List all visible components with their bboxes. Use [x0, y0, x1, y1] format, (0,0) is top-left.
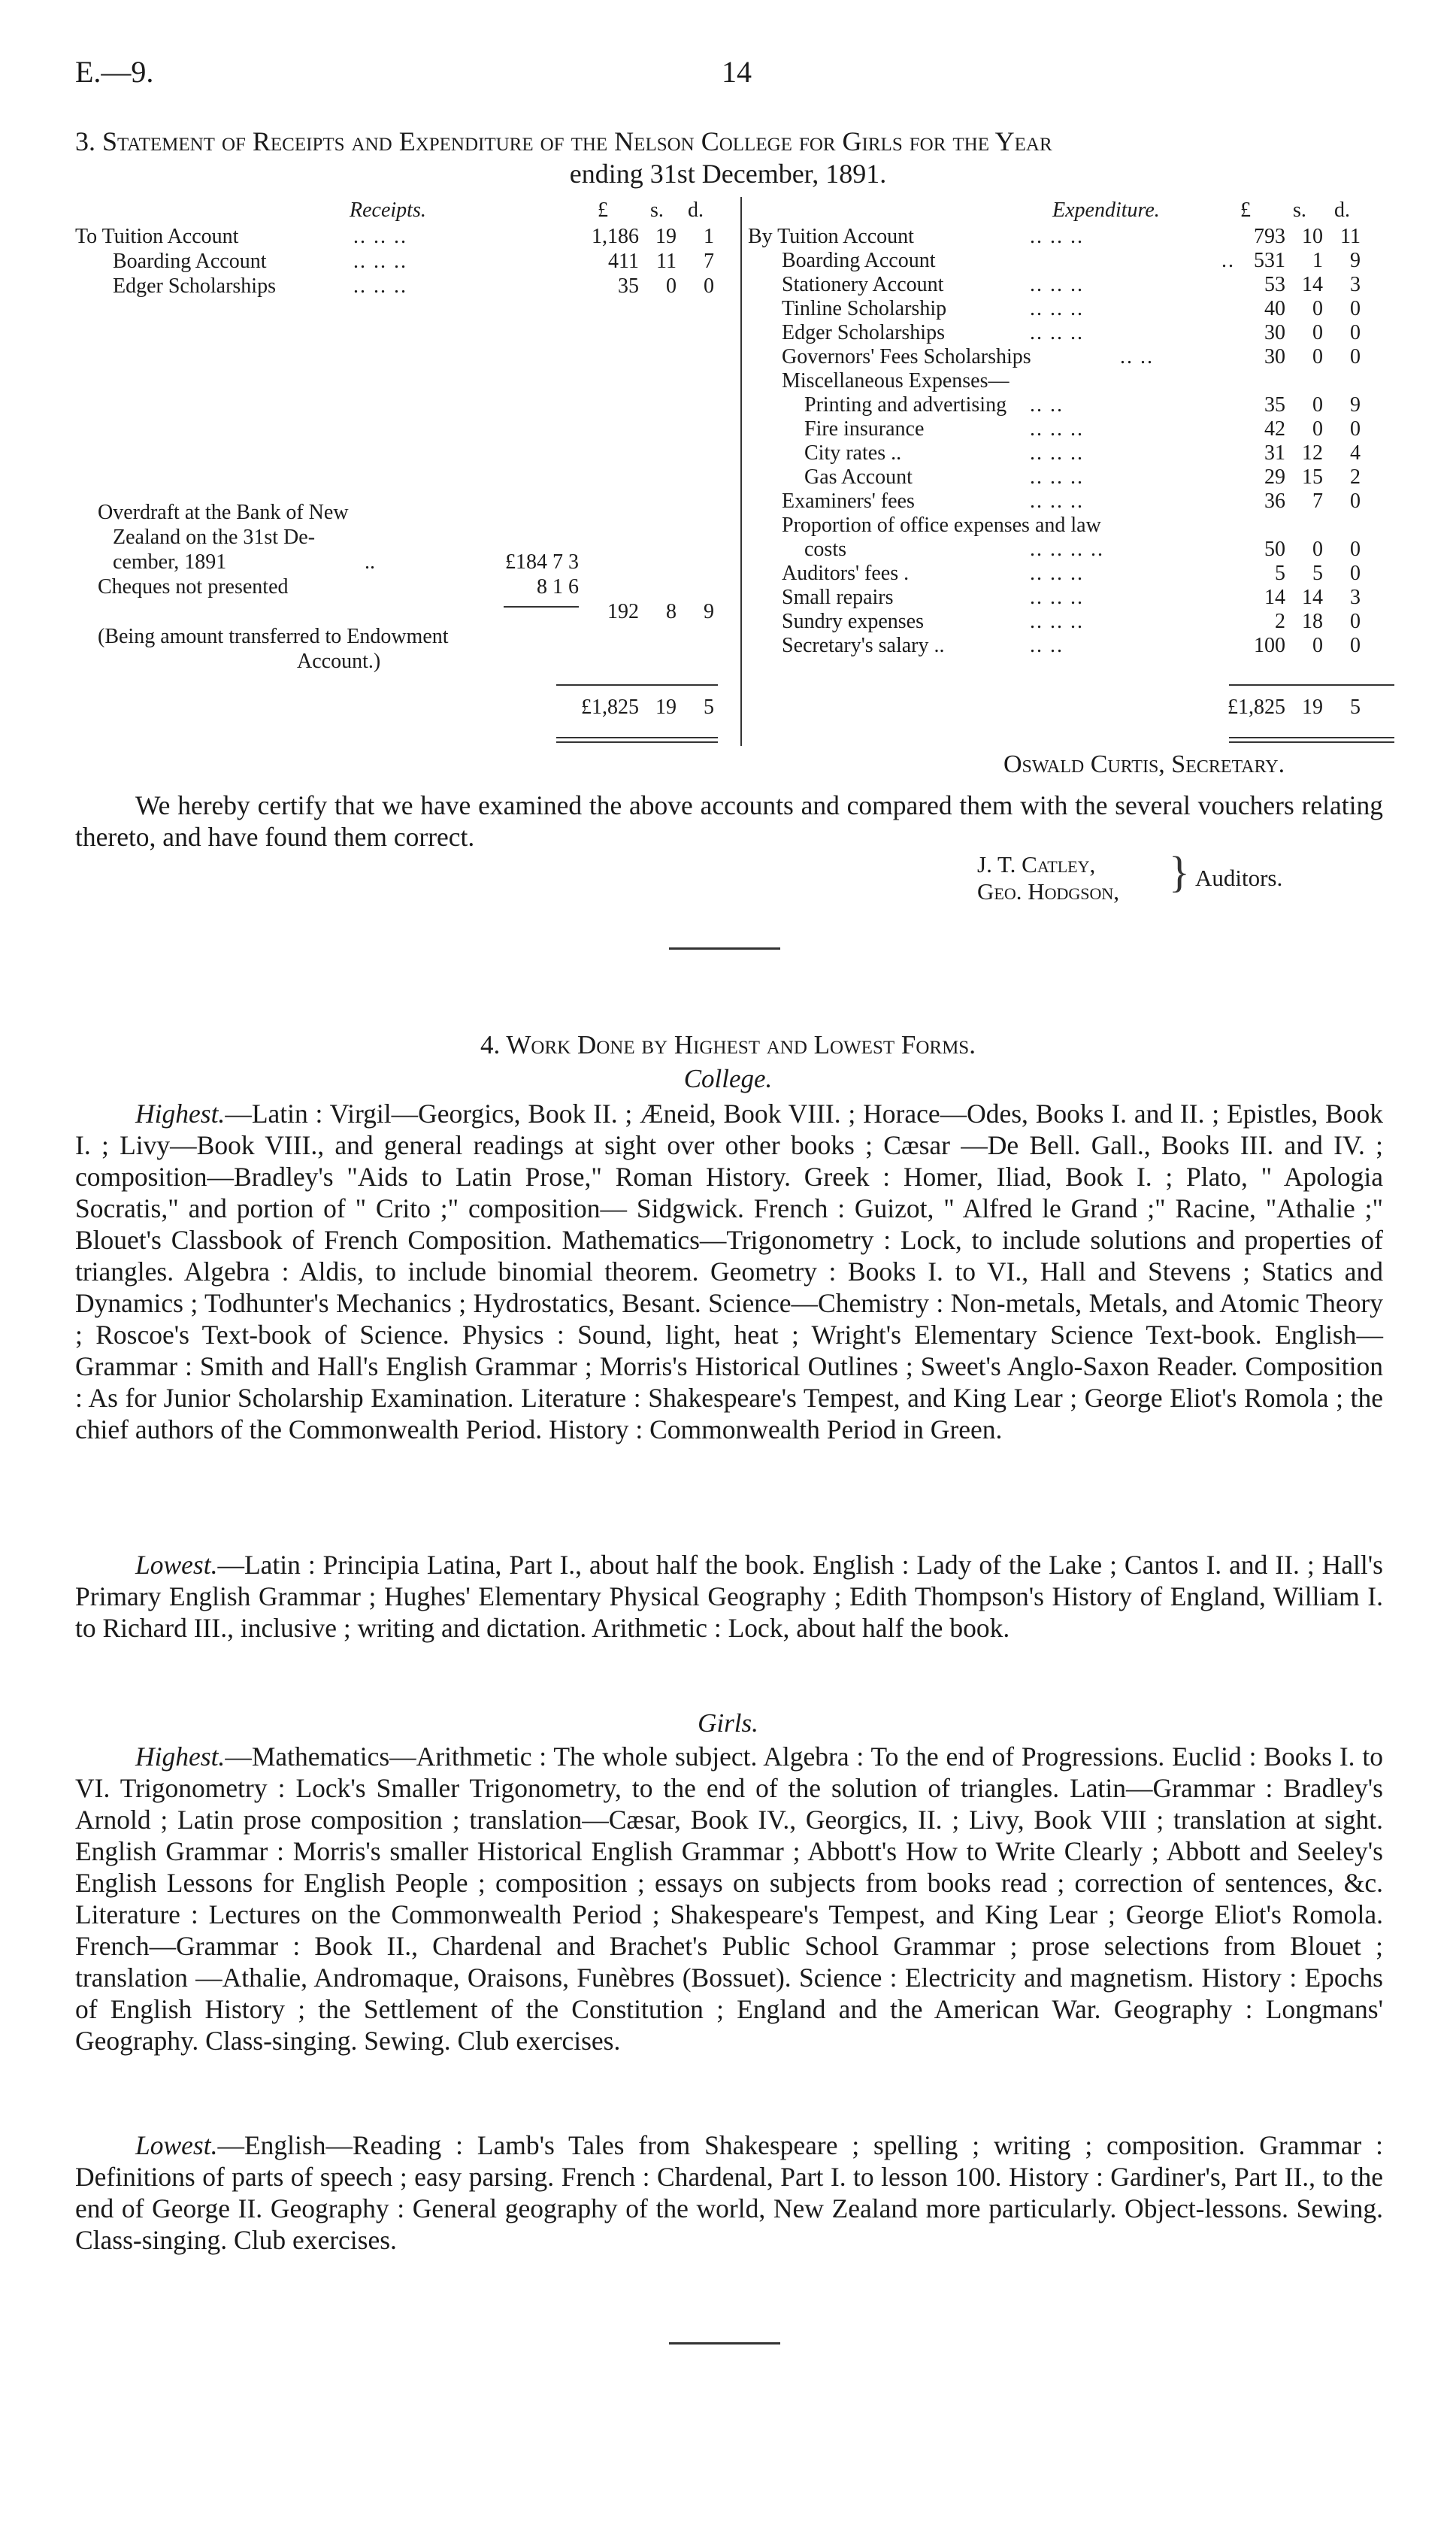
auditors-brace: } — [1169, 847, 1190, 896]
auditors-label: Auditors. — [1195, 865, 1283, 891]
expenditure-label: Proportion of office expenses and law — [782, 514, 1101, 537]
overdraft-line-1: Overdraft at the Bank of New — [98, 501, 349, 524]
expenditure-label: Auditors' fees . — [782, 562, 910, 585]
overdraft-line-2: Zealand on the 31st De- — [113, 526, 316, 549]
expenditure-shillings: 0 — [1312, 321, 1323, 344]
page-number: 14 — [722, 55, 752, 89]
overdraft-amount: £184 7 3 — [505, 550, 579, 574]
expenditure-double-rule — [1229, 737, 1394, 743]
expenditure-leader-dots: .. .. .. — [1030, 465, 1084, 489]
subtotal-rule — [504, 606, 579, 608]
expenditure-label: Printing and advertising — [804, 393, 1007, 417]
receipt-shillings: 11 — [656, 250, 677, 273]
expenditure-pence: 3 — [1350, 273, 1361, 296]
college-highest-label: Highest. — [135, 1099, 226, 1129]
expenditure-leader-dots: .. .. .. — [1030, 297, 1084, 320]
expenditure-total-rule — [1229, 684, 1394, 686]
expenditure-pence: 0 — [1350, 610, 1361, 633]
expenditure-label: Secretary's salary .. — [782, 634, 945, 657]
expenditure-pounds: 5 — [1275, 562, 1285, 585]
statement-title: 3. Statement of Receipts and Expenditure of the Nelson College for Girls for the Year — [75, 126, 1052, 156]
receipt-pounds: 1,186 — [592, 225, 639, 248]
receipt-pounds: 411 — [608, 250, 639, 273]
expenditure-label: Gas Account — [804, 465, 913, 489]
expenditure-pence: 0 — [1350, 321, 1361, 344]
receipt-pence: 0 — [704, 274, 714, 298]
expenditure-leader-dots: .. .. .. — [1030, 225, 1084, 248]
receipts-total-pence: 5 — [704, 696, 714, 719]
receipt-label: Edger Scholarships — [113, 274, 276, 298]
expenditure-shillings-header: s. — [1293, 199, 1306, 222]
expenditure-label: Examiners' fees — [782, 490, 915, 513]
section-divider-2 — [669, 2342, 780, 2344]
expenditure-leader-dots: .. .. .. — [1030, 586, 1084, 609]
girls-lowest-text: —English—Reading : Lamb's Tales from Shakespeare ; spelling ; writing ; composition. Grammar : Definitions of parts of speech ; easy parsing. French : Chardenal, Part I. to lesson 100. History : Gardiner's, Part II., to the end of George II. Geography : General geography of the world, New Zealand more particularly. Object-lessons. Sewing. Class-singing. Club exercises. — [75, 2130, 1383, 2255]
expenditure-label: By Tuition Account — [748, 225, 914, 248]
expenditure-pence: 11 — [1340, 225, 1361, 248]
receipts-total-rule — [556, 684, 718, 686]
expenditure-pounds: 40 — [1264, 297, 1285, 320]
college-heading: College. — [683, 1064, 773, 1093]
expenditure-shillings: 5 — [1312, 562, 1323, 585]
receipt-pence: 7 — [704, 250, 714, 273]
expenditure-shillings: 0 — [1312, 538, 1323, 561]
receipts-total-pounds: £1,825 — [581, 696, 639, 719]
college-lowest-text: —Latin : Principia Latina, Part I., about half the book. English : Lady of the Lake ; Cantos I. and II. ; Hall's Primary English Grammar ; Hughes' Elementary Physical Geography ; Edith Thompson's History of England, William I. to Richard III., inclusive ; writing and dictation. Arithmetic : Lock, about half the book. — [75, 1550, 1383, 1643]
expenditure-shillings: 14 — [1302, 273, 1323, 296]
expenditure-shillings: 0 — [1312, 634, 1323, 657]
expenditure-pounds: 53 — [1264, 273, 1285, 296]
section-divider-1 — [669, 947, 780, 950]
expenditure-pounds: 35 — [1264, 393, 1285, 417]
expenditure-leader-dots: .. .. .. — [1030, 321, 1084, 344]
column-divider — [740, 197, 742, 746]
expenditure-label: Tinline Scholarship — [782, 297, 947, 320]
expenditure-heading: Expenditure. — [1052, 199, 1160, 222]
expenditure-label: Edger Scholarships — [782, 321, 945, 344]
section4-title: 4. Work Done by Highest and Lowest Forms. — [480, 1030, 976, 1059]
receipt-leader-dots: .. .. .. — [353, 250, 407, 273]
college-highest-text: —Latin : Virgil—Georgics, Book II. ; Æneid, Book VIII. ; Horace—Odes, Books I. and II. ; Epistles, Book I. ; Livy—Book VIII., and general readings at sight over other books ; Cæsar —De Bell. Gall., Books III. and IV. ; composition—Bradley's "Aids to Latin Prose," Roman History. Greek : Homer, Iliad, Book I. ; Plato, " Apologia Socratis," and portion of " Crito ;" composition— Sidgwick. French : Guizot, " Alfred le Grand ;" Racine, "Athalie ;" Blouet's Classbook of French Composition. Mathematics—Trigonometry : Lock, to include solutions and properties of triangles. Algebra : Aldis, to include binomial theorem. Geometry : Books I. to VI., Hall and Stevens ; Statics and Dynamics ; Todhunter's Mechanics ; Hydrostatics, Besant. Science—Chemistry : Non-metals, Metals, and Atomic Theory ; Roscoe's Text-book of Science. Physics : Sound, light, heat ; Wright's Elementary Science Text-book. English—Grammar : Smith and Hall's English Grammar ; Morris's Historical Outlines ; Sweet's Anglo-Saxon Reader. Composition : As for Junior Scholarship Examination. Literature : Shakespeare's Tempest, and King Lear ; George Eliot's Romola ; the chief authors of the Commonwealth Period. History : Commonwealth Period in Green. — [75, 1099, 1383, 1444]
expenditure-pence: 0 — [1350, 417, 1361, 441]
expenditure-leader-dots: .. — [1221, 249, 1235, 272]
expenditure-pence-header: d. — [1334, 199, 1350, 222]
expenditure-pounds-header: £ — [1240, 199, 1251, 222]
expenditure-shillings: 0 — [1312, 417, 1323, 441]
expenditure-total-pence: 5 — [1350, 696, 1361, 719]
college-lowest-label: Lowest. — [135, 1550, 218, 1580]
expenditure-pence: 9 — [1350, 393, 1361, 417]
receipts-shillings-header: s. — [650, 199, 664, 222]
receipt-pounds: 35 — [618, 274, 639, 298]
expenditure-shillings: 0 — [1312, 393, 1323, 417]
overdraft-total-pounds: 192 — [607, 600, 639, 623]
cheques-label: Cheques not presented — [98, 575, 289, 599]
expenditure-pounds: 14 — [1264, 586, 1285, 609]
expenditure-pounds: 36 — [1264, 490, 1285, 513]
expenditure-pounds: 42 — [1264, 417, 1285, 441]
receipt-pence: 1 — [704, 225, 714, 248]
expenditure-pounds: 50 — [1264, 538, 1285, 561]
expenditure-pence: 2 — [1350, 465, 1361, 489]
auditor-name-2: Geo. Hodgson, — [977, 878, 1120, 905]
expenditure-label: Fire insurance — [804, 417, 925, 441]
expenditure-pence: 9 — [1350, 249, 1361, 272]
endowment-note-1: (Being amount transferred to Endowment — [98, 625, 449, 648]
expenditure-shillings: 0 — [1312, 345, 1323, 368]
expenditure-pounds: 793 — [1254, 225, 1285, 248]
expenditure-shillings: 1 — [1312, 249, 1323, 272]
expenditure-label: Miscellaneous Expenses— — [782, 369, 1010, 393]
expenditure-shillings: 7 — [1312, 490, 1323, 513]
expenditure-leader-dots: .. .. .. — [1030, 441, 1084, 465]
expenditure-pounds: 29 — [1264, 465, 1285, 489]
expenditure-shillings: 18 — [1302, 610, 1323, 633]
expenditure-pence: 3 — [1350, 586, 1361, 609]
overdraft-total-pence: 9 — [704, 600, 714, 623]
receipts-pence-header: d. — [688, 199, 704, 222]
expenditure-pence: 0 — [1350, 634, 1361, 657]
girls-highest-paragraph — [75, 1741, 1383, 2057]
college-lowest-paragraph — [75, 1549, 1383, 1644]
expenditure-pence: 0 — [1350, 562, 1361, 585]
expenditure-leader-dots: .. .. — [1030, 634, 1064, 657]
expenditure-shillings: 10 — [1302, 225, 1323, 248]
overdraft-line-3: cember, 1891 — [113, 550, 227, 574]
receipt-leader-dots: .. .. .. — [353, 274, 407, 298]
girls-lowest-label: Lowest. — [135, 2130, 218, 2160]
auditor-name-1: J. T. Catley, — [977, 851, 1096, 877]
overdraft-dots: .. — [365, 550, 375, 574]
statement-subtitle: ending 31st December, 1891. — [569, 159, 887, 189]
expenditure-label: Small repairs — [782, 586, 894, 609]
expenditure-pounds: 100 — [1254, 634, 1285, 657]
receipt-label: Boarding Account — [113, 250, 267, 273]
receipt-shillings: 19 — [655, 225, 677, 248]
receipts-total-shillings: 19 — [655, 696, 677, 719]
expenditure-label: Sundry expenses — [782, 610, 924, 633]
expenditure-shillings: 12 — [1302, 441, 1323, 465]
endowment-note-2: Account.) — [297, 650, 381, 673]
overdraft-total-shillings: 8 — [666, 600, 677, 623]
expenditure-pence: 0 — [1350, 345, 1361, 368]
expenditure-pounds: 2 — [1275, 610, 1285, 633]
secretary-signature: Oswald Curtis, Secretary. — [1003, 750, 1285, 778]
expenditure-total-pounds: £1,825 — [1227, 696, 1285, 719]
cheques-amount: 8 1 6 — [537, 575, 579, 599]
expenditure-label: Boarding Account — [782, 249, 936, 272]
expenditure-leader-dots: .. .. .. — [1030, 562, 1084, 585]
expenditure-label: Governors' Fees Scholarships — [782, 345, 1031, 368]
girls-highest-label: Highest. — [135, 1741, 226, 1772]
receipts-heading: Receipts. — [350, 199, 426, 222]
receipt-label: To Tuition Account — [75, 225, 239, 248]
document-reference: E.—9. — [75, 55, 154, 89]
expenditure-label: Stationery Account — [782, 273, 944, 296]
expenditure-pounds: 531 — [1254, 249, 1285, 272]
receipts-pounds-header: £ — [598, 199, 608, 222]
expenditure-label: City rates .. — [804, 441, 902, 465]
certification-paragraph: We hereby certify that we have examined the above accounts and compared them with the several vouchers relating thereto, and have found them correct. — [75, 790, 1383, 852]
expenditure-leader-dots: .. .. — [1030, 393, 1064, 417]
receipt-shillings: 0 — [666, 274, 677, 298]
expenditure-pence: 0 — [1350, 538, 1361, 561]
expenditure-shillings: 0 — [1312, 297, 1323, 320]
expenditure-shillings: 15 — [1302, 465, 1323, 489]
expenditure-leader-dots: .. .. .. — [1030, 417, 1084, 441]
expenditure-leader-dots: .. .. .. — [1030, 490, 1084, 513]
expenditure-label: costs — [804, 538, 846, 561]
girls-lowest-paragraph — [75, 2129, 1383, 2256]
college-highest-paragraph — [75, 1098, 1383, 1445]
expenditure-pence: 0 — [1350, 490, 1361, 513]
expenditure-leader-dots: .. .. .. — [1030, 610, 1084, 633]
receipt-leader-dots: .. .. .. — [353, 225, 407, 248]
expenditure-total-shillings: 19 — [1302, 696, 1323, 719]
expenditure-pence: 4 — [1350, 441, 1361, 465]
expenditure-pounds: 30 — [1264, 345, 1285, 368]
expenditure-leader-dots: .. .. .. — [1030, 273, 1084, 296]
girls-highest-text: —Mathematics—Arithmetic : The whole subject. Algebra : To the end of Progressions. Euclid : Books I. to VI. Trigonometry : Lock's Smaller Trigonometry, to the end of the solution of triangles. Latin—Grammar : Bradley's Arnold ; Latin prose composition ; translation—Cæsar, Book IV., Georgics, II. ; Livy, Book VIII ; translation at sight. English Grammar : Morris's smaller Historical English Grammar ; Abbott's How to Write Clearly ; Abbott and Seeley's English Lessons for English People ; composition ; essays on subjects from books read ; correction of sentences, &c. Literature : Lectures on the Commonwealth Period ; Shakespeare's Tempest, and King Lear ; George Eliot's Romola. French—Grammar : Book II., Chardenal and Brachet's Public School Grammar ; prose selections from Blouet ; translation —Athalie, Andromaque, Oraisons, Funèbres (Bossuet). Science : Electricity and magnetism. History : Epochs of English History ; the Settlement of the Constitution ; England and the American War. Geography : Longmans' Geography. Class-singing. Sewing. Club exercises. — [75, 1741, 1383, 2056]
expenditure-pence: 0 — [1350, 297, 1361, 320]
expenditure-pounds: 30 — [1264, 321, 1285, 344]
receipts-double-rule — [556, 737, 718, 743]
expenditure-leader-dots: .. .. .. .. — [1030, 538, 1104, 561]
expenditure-shillings: 14 — [1302, 586, 1323, 609]
expenditure-leader-dots: .. .. — [1120, 345, 1154, 368]
girls-heading: Girls. — [698, 1708, 758, 1738]
expenditure-pounds: 31 — [1264, 441, 1285, 465]
